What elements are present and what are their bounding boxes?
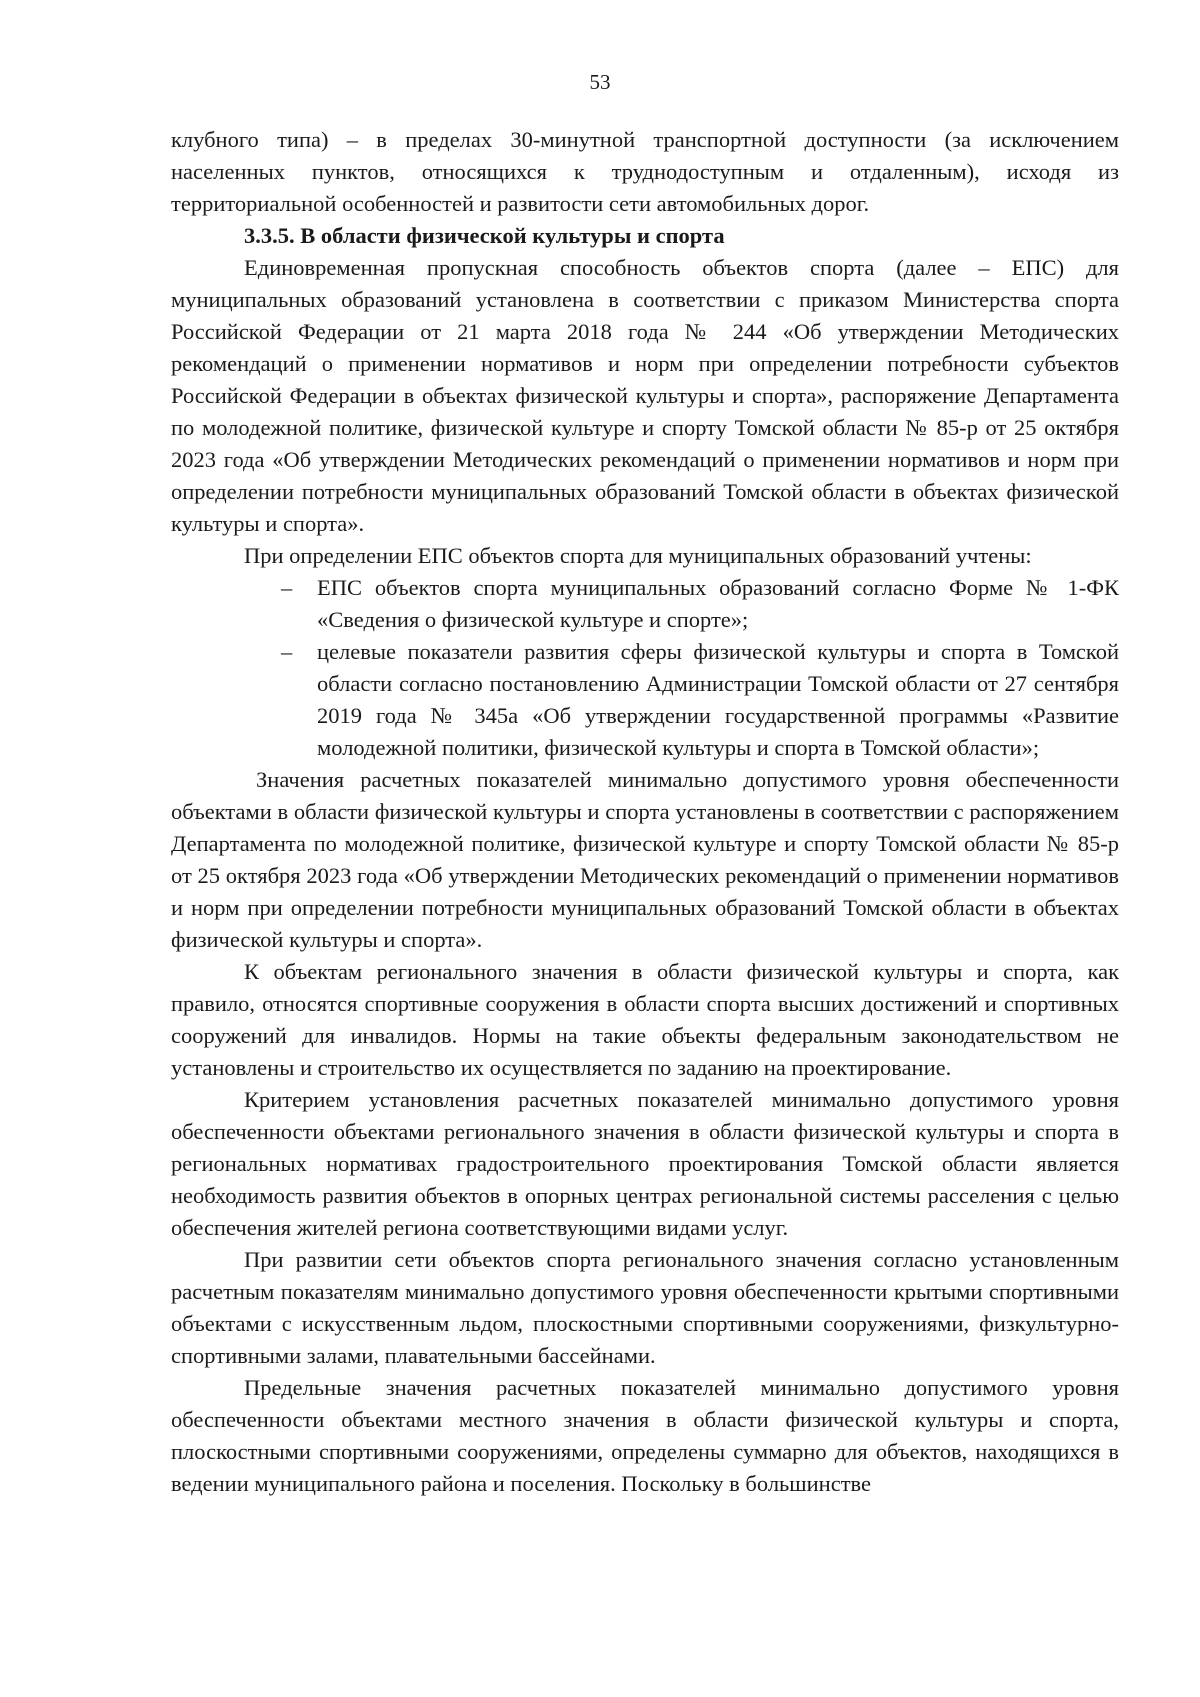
paragraph-limit-values: Предельные значения расчетных показателей минимально допустимого уровня обеспеченности объектами местного значения в области физической культуры и спорта, плоскостными спортивными сооружениями, определены суммарно для объектов, находящихся в ведении муниципального района и поселения. Поскольку в большинстве	[171, 1375, 1119, 1496]
list-item-text: целевые показатели развития сферы физической культуры и спорта в Томской области согласно постановлению Администрации Томской области от 27 сентября 2019 года № 345а «Об утверждении государственной программы «Развитие молодежной политики, физической культуры и спорта в Томской области»;	[317, 639, 1119, 760]
list-item	[171, 636, 1119, 764]
paragraph-eps-considered: При определении ЕПС объектов спорта для муниципальных образований учтены:	[244, 543, 1032, 568]
bullet-list	[171, 572, 1119, 764]
section-heading: 3.3.5. В области физической культуры и спорта	[244, 223, 725, 248]
paragraph-regional-objects: К объектам регионального значения в области физической культуры и спорта, как правило, относятся спортивные сооружения в области спорта высших достижений и спортивных сооружений для инвалидов. Нормы на такие объекты федеральным законодательством не установлены и строительство их осуществляется по заданию на проектирование.	[171, 959, 1119, 1080]
paragraph-eps-definition: Единовременная пропускная способность объектов спорта (далее – ЕПС) для муниципальных образований установлена в соответствии с приказом Министерства спорта Российской Федерации от 21 марта 2018 года № 244 «Об утверждении Методических рекомендаций о применении нормативов и норм при определении потребности субъектов Российской Федерации в объектах физической культуры и спорта», распоряжение Департамента по молодежной политике, физической культуре и спорту Томской области № 85-р от 25 октября 2023 года «Об утверждении Методических рекомендаций о применении нормативов и норм при определении потребности муниципальных образований Томской области в объектах физической культуры и спорта».	[171, 255, 1119, 536]
list-item-text: ЕПС объектов спорта муниципальных образований согласно Форме № 1-ФК «Сведения о физической культуре и спорте»;	[317, 575, 1119, 632]
bullet-dash: –	[281, 639, 293, 664]
paragraph-indicator-values: Значения расчетных показателей минимально допустимого уровня обеспеченности объектами в области физической культуры и спорта установлены в соответствии с распоряжением Департамента по молодежной политике, физической культуре и спорту Томской области № 85-р от 25 октября 2023 года «Об утверждении Методических рекомендаций о применении нормативов и норм при определении потребности муниципальных образований Томской области в объектах физической культуры и спорта».	[171, 767, 1119, 952]
paragraph-criterion: Критерием установления расчетных показателей минимально допустимого уровня обеспеченности объектами регионального значения в области физической культуры и спорта в региональных нормативах градостроительного проектирования Томской области является необходимость развития объектов в опорных центрах региональной системы расселения с целью обеспечения жителей региона соответствующими видами услуг.	[171, 1087, 1119, 1240]
list-item	[171, 572, 1119, 636]
document-body	[171, 124, 1119, 1500]
bullet-dash: –	[281, 575, 293, 600]
paragraph-network-development: При развитии сети объектов спорта регионального значения согласно установленным расчетным показателям минимально допустимого уровня обеспеченности крытыми спортивными объектами с искусственным льдом, плоскостными спортивными сооружениями, физкультурно-спортивными залами, плавательными бассейнами.	[171, 1247, 1119, 1368]
paragraph-continuation: клубного типа) – в пределах 30-минутной транспортной доступности (за исключением населенных пунктов, относящихся к труднодоступным и отдаленным), исходя из территориальной особенностей и развитости сети автомобильных дорог.	[171, 127, 1119, 216]
page-number: 53	[589, 70, 611, 94]
